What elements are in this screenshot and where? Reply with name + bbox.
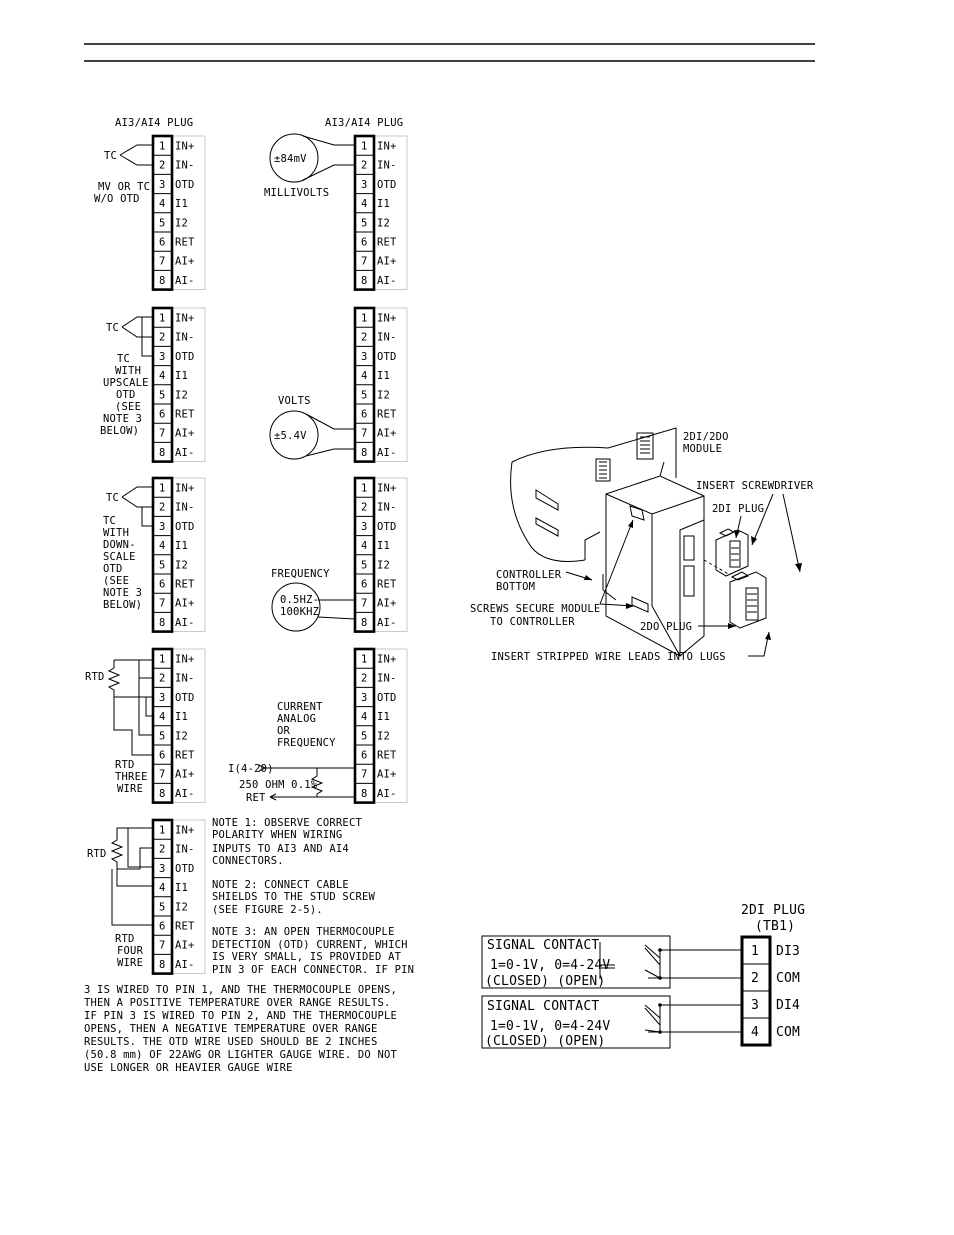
pin-label: OTD xyxy=(377,520,397,533)
pin-label: AI+ xyxy=(377,597,397,610)
pin-label: RET xyxy=(377,749,397,762)
pin-number: 1 xyxy=(159,824,166,837)
di-contact-switches xyxy=(645,948,660,1032)
panel-note-line: RTD xyxy=(115,759,135,771)
note-line: (50.8 mm) OF 22AWG OR LIGHTER GAUGE WIRE. DO NOT xyxy=(84,1049,398,1061)
pin-label: RET xyxy=(175,920,195,933)
pin-label: I2 xyxy=(175,901,189,914)
pin-number: 8 xyxy=(159,274,166,287)
pin-label: AI- xyxy=(175,787,195,800)
panel-note-line: OTD xyxy=(103,563,123,575)
panel-note-line: WIRE xyxy=(117,783,144,795)
note-line: IS VERY SMALL, IS PROVIDED AT xyxy=(212,951,402,963)
di-pin-label: COM xyxy=(776,971,801,986)
connector-1 xyxy=(153,136,205,290)
note-line: 3 IS WIRED TO PIN 1, AND THE THERMOCOUPLE OPENS, xyxy=(84,984,398,996)
pin-label: AI- xyxy=(175,958,195,971)
note-line: RESULTS. THE OTD WIRE USED SHOULD BE 2 INCHES xyxy=(84,1036,378,1048)
di-plug-title: 2DI PLUG xyxy=(741,903,806,918)
pin-number: 4 xyxy=(361,370,368,383)
pin-number: 5 xyxy=(361,730,368,743)
pin-label: AI+ xyxy=(175,939,195,952)
rtd-label: RTD xyxy=(85,671,105,683)
pin-number: 2 xyxy=(361,159,368,172)
pin-label: AI+ xyxy=(175,768,195,781)
pin-label: RET xyxy=(377,408,397,421)
pin-label: OTD xyxy=(175,862,195,875)
pin-number: 7 xyxy=(361,255,368,268)
pin-label: OTD xyxy=(175,178,195,191)
pin-number: 7 xyxy=(159,255,166,268)
signal-contact-values: 1=0-1V, 0=4-24V xyxy=(490,1019,611,1034)
di-pin-number: 2 xyxy=(751,971,760,986)
pin-number: 2 xyxy=(361,331,368,344)
pin-label: AI- xyxy=(175,274,195,287)
pin-number: 8 xyxy=(159,446,166,459)
pin-number: 7 xyxy=(159,768,166,781)
pin-label: IN- xyxy=(377,501,397,514)
pin-label: IN- xyxy=(175,331,195,344)
pin-label: IN+ xyxy=(377,140,397,153)
pin-label: IN- xyxy=(377,331,397,344)
pin-label: I2 xyxy=(175,730,189,743)
pin-label: I2 xyxy=(377,389,391,402)
signal-contact-values: 1=0-1V, 0=4-24V xyxy=(490,958,611,973)
pin-number: 2 xyxy=(159,672,166,685)
pin-number: 6 xyxy=(159,408,166,421)
pin-number: 7 xyxy=(361,427,368,440)
pin-label: I2 xyxy=(377,559,391,572)
note-line: NOTE 3: AN OPEN THERMOCOUPLE xyxy=(212,926,395,938)
pin-label: I1 xyxy=(377,540,391,553)
pin-number: 2 xyxy=(361,501,368,514)
pin-number: 1 xyxy=(159,482,166,495)
panel-note-line: NOTE 3 xyxy=(103,587,143,599)
controller-bottom-label: CONTROLLER xyxy=(496,569,562,581)
note-line: DETECTION (OTD) CURRENT, WHICH xyxy=(212,939,408,951)
di-pin-number: 1 xyxy=(751,944,760,959)
di-pin-label: DI4 xyxy=(776,998,801,1013)
note-line: IF PIN 3 IS WIRED TO PIN 2, AND THE THERMOCOUPLE xyxy=(84,1010,398,1022)
return-label: RET xyxy=(246,792,266,804)
note-line: THEN A POSITIVE TEMPERATURE OVER RANGE RESULTS. xyxy=(84,997,391,1009)
pin-label: IN+ xyxy=(175,653,195,666)
pin-number: 5 xyxy=(159,730,166,743)
pin-number: 3 xyxy=(159,350,166,363)
pin-number: 7 xyxy=(361,768,368,781)
pin-number: 3 xyxy=(361,691,368,704)
source-label: ±84mV xyxy=(274,153,307,165)
source-caption: VOLTS xyxy=(278,395,311,407)
pin-label: AI+ xyxy=(175,255,195,268)
pin-number: 3 xyxy=(361,350,368,363)
pin-label: IN+ xyxy=(377,312,397,325)
source-caption: OR xyxy=(277,725,291,737)
plug-title-right: AI3/AI4 PLUG xyxy=(325,117,404,129)
pin-number: 4 xyxy=(361,198,368,211)
resistor-label: 250 OHM 0.1% xyxy=(239,779,318,791)
tc-label: TC xyxy=(104,150,118,162)
source-caption: MILLIVOLTS xyxy=(264,187,330,199)
signal-contact-title: SIGNAL CONTACT xyxy=(487,938,600,953)
panel-note-line: THREE xyxy=(115,771,148,783)
pin-number: 1 xyxy=(159,312,166,325)
pin-number: 4 xyxy=(159,540,166,553)
rtd-label: RTD xyxy=(87,848,107,860)
pin-number: 4 xyxy=(159,882,166,895)
di-plug-subtitle: (TB1) xyxy=(755,919,796,934)
pin-number: 7 xyxy=(159,597,166,610)
pin-label: I1 xyxy=(175,711,189,724)
panel-note-line: SCALE xyxy=(103,551,136,563)
pin-label: AI- xyxy=(377,446,397,459)
pin-label: IN+ xyxy=(377,653,397,666)
pin-number: 3 xyxy=(159,520,166,533)
pin-label: I1 xyxy=(377,198,391,211)
connector-6 xyxy=(355,136,407,290)
pin-label: I1 xyxy=(175,370,189,383)
pin-number: 3 xyxy=(159,691,166,704)
panel-note-line: FOUR xyxy=(117,945,144,957)
pin-label: IN+ xyxy=(377,482,397,495)
pin-label: RET xyxy=(175,749,195,762)
pin-label: RET xyxy=(377,236,397,249)
left-panel-3-wiring xyxy=(122,487,153,526)
pin-label: I2 xyxy=(377,730,391,743)
pin-label: I1 xyxy=(175,198,189,211)
note-line: OPENS, THEN A NEGATIVE TEMPERATURE OVER RANGE xyxy=(84,1023,378,1035)
pin-label: OTD xyxy=(175,350,195,363)
pin-label: I1 xyxy=(175,540,189,553)
pin-number: 7 xyxy=(361,597,368,610)
pin-number: 5 xyxy=(159,217,166,230)
source-label: 100KHZ xyxy=(280,606,320,618)
pin-label: IN+ xyxy=(175,312,195,325)
note-line: INPUTS TO AI3 AND AI4 xyxy=(212,843,349,855)
panel-note-line: NOTE 3 xyxy=(103,413,143,425)
pin-number: 1 xyxy=(361,312,368,325)
note-line: SHIELDS TO THE STUD SCREW xyxy=(212,891,376,903)
pin-number: 8 xyxy=(361,616,368,629)
do-plug-label: 2DO PLUG xyxy=(640,621,693,633)
pin-number: 6 xyxy=(361,408,368,421)
pin-label: AI+ xyxy=(377,255,397,268)
note-line: POLARITY WHEN WIRING xyxy=(212,829,343,841)
panel-note-line: (SEE xyxy=(103,575,130,587)
pin-number: 1 xyxy=(361,140,368,153)
left-panel-2-wiring xyxy=(122,317,153,356)
panel-note-line: TC xyxy=(103,515,117,527)
connector-4 xyxy=(153,649,205,803)
module-label: 2DI/2DO xyxy=(683,431,729,443)
connector-8 xyxy=(355,478,407,632)
pin-number: 4 xyxy=(159,198,166,211)
pin-number: 5 xyxy=(361,217,368,230)
pin-label: I1 xyxy=(175,882,189,895)
pin-label: OTD xyxy=(377,691,397,704)
di-plug-label: 2DI PLUG xyxy=(712,503,765,515)
pin-label: AI+ xyxy=(377,768,397,781)
tc-label: TC xyxy=(106,492,120,504)
pin-number: 4 xyxy=(361,540,368,553)
pin-number: 2 xyxy=(159,159,166,172)
pin-number: 3 xyxy=(159,178,166,191)
source-caption: CURRENT xyxy=(277,701,323,713)
pin-number: 8 xyxy=(159,616,166,629)
pin-label: IN- xyxy=(175,843,195,856)
pin-number: 6 xyxy=(159,749,166,762)
pin-label: IN+ xyxy=(175,824,195,837)
pin-label: OTD xyxy=(175,520,195,533)
plug-title-left: AI3/AI4 PLUG xyxy=(115,117,194,129)
pin-label: RET xyxy=(377,578,397,591)
pin-label: I2 xyxy=(175,559,189,572)
pin-number: 6 xyxy=(361,578,368,591)
pin-label: IN+ xyxy=(175,482,195,495)
panel-note-line: WIRE xyxy=(117,957,144,969)
di-pin-number: 4 xyxy=(751,1025,760,1040)
pin-number: 6 xyxy=(159,236,166,249)
pin-label: I2 xyxy=(175,389,189,402)
source-label: ±5.4V xyxy=(274,430,307,442)
pin-label: I1 xyxy=(377,370,391,383)
panel-note-line: UPSCALE xyxy=(103,377,149,389)
pin-number: 5 xyxy=(159,901,166,914)
pin-number: 8 xyxy=(361,446,368,459)
left-panel-4-wiring xyxy=(109,660,153,755)
note-line: NOTE 1: OBSERVE CORRECT xyxy=(212,817,362,829)
pin-number: 3 xyxy=(361,520,368,533)
di-pin-label: COM xyxy=(776,1025,801,1040)
pin-label: I1 xyxy=(377,711,391,724)
panel-note-line: DOWN- xyxy=(103,539,136,551)
panel-note-line: W/O OTD xyxy=(94,193,140,205)
source-caption: FREQUENCY xyxy=(271,568,330,580)
pin-number: 8 xyxy=(159,958,166,971)
connector-5 xyxy=(153,820,205,974)
pin-label: OTD xyxy=(377,350,397,363)
note-line: CONNECTORS. xyxy=(212,855,284,867)
pin-number: 6 xyxy=(361,749,368,762)
pin-number: 1 xyxy=(361,653,368,666)
source-label: 0.5HZ- xyxy=(280,594,320,606)
connector-2 xyxy=(153,308,205,462)
pin-number: 6 xyxy=(361,236,368,249)
pin-number: 4 xyxy=(361,711,368,724)
pin-number: 7 xyxy=(159,939,166,952)
panel-note-line: BELOW) xyxy=(103,599,143,611)
pin-label: AI+ xyxy=(377,427,397,440)
pin-label: RET xyxy=(175,408,195,421)
panel-note-line: (SEE xyxy=(115,401,142,413)
connector-9 xyxy=(355,649,407,803)
pin-label: AI- xyxy=(377,787,397,800)
signal-contact-states: (CLOSED) (OPEN) xyxy=(485,974,606,989)
tc-label: TC xyxy=(106,322,120,334)
pin-number: 3 xyxy=(361,178,368,191)
pin-label: IN+ xyxy=(175,140,195,153)
pin-number: 1 xyxy=(361,482,368,495)
pin-number: 4 xyxy=(159,711,166,724)
pin-number: 6 xyxy=(159,578,166,591)
pin-label: IN- xyxy=(175,159,195,172)
pin-number: 3 xyxy=(159,862,166,875)
pin-number: 2 xyxy=(159,843,166,856)
pin-label: I2 xyxy=(175,217,189,230)
insert-wire-label: INSERT STRIPPED WIRE LEADS INTO LUGS xyxy=(491,651,726,663)
pin-number: 2 xyxy=(159,501,166,514)
panel-note-line: WITH xyxy=(115,365,142,377)
pin-label: AI- xyxy=(175,616,195,629)
panel-note-line: WITH xyxy=(103,527,130,539)
pin-label: RET xyxy=(175,236,195,249)
note-line: (SEE FIGURE 2-5). xyxy=(212,904,323,916)
pin-label: OTD xyxy=(377,178,397,191)
left-panel-1-wiring xyxy=(120,145,153,165)
pin-number: 6 xyxy=(159,920,166,933)
pin-number: 4 xyxy=(159,370,166,383)
pin-label: AI- xyxy=(175,446,195,459)
pin-number: 1 xyxy=(159,653,166,666)
panel-note-line: MV OR TC xyxy=(98,181,151,193)
insert-screwdriver-label: INSERT SCREWDRIVER xyxy=(696,480,814,492)
panel-note-line: RTD xyxy=(115,933,135,945)
pin-number: 8 xyxy=(159,787,166,800)
pin-label: IN- xyxy=(377,159,397,172)
pin-label: AI- xyxy=(377,274,397,287)
screws-label: TO CONTROLLER xyxy=(490,616,575,628)
panel-note-line: BELOW) xyxy=(100,425,140,437)
signal-contact-states: (CLOSED) (OPEN) xyxy=(485,1034,606,1049)
pin-number: 8 xyxy=(361,787,368,800)
note-line: NOTE 2: CONNECT CABLE xyxy=(212,879,349,891)
pin-number: 8 xyxy=(361,274,368,287)
pin-label: RET xyxy=(175,578,195,591)
pin-label: AI- xyxy=(377,616,397,629)
source-caption: ANALOG xyxy=(277,713,317,725)
controller-bottom-label: BOTTOM xyxy=(496,581,536,593)
current-input-label: I(4-20) xyxy=(228,763,274,775)
panel-note-line: TC xyxy=(117,353,131,365)
di-pin-label: DI3 xyxy=(776,944,801,959)
pin-number: 2 xyxy=(159,331,166,344)
pin-label: IN- xyxy=(175,501,195,514)
note-line: USE LONGER OR HEAVIER GAUGE WIRE xyxy=(84,1062,293,1074)
screws-label: SCREWS SECURE MODULE xyxy=(470,603,601,615)
pin-label: IN- xyxy=(377,672,397,685)
left-panel-5-wiring xyxy=(112,828,153,925)
pin-label: I2 xyxy=(377,217,391,230)
pin-number: 5 xyxy=(361,389,368,402)
pin-number: 1 xyxy=(159,140,166,153)
note-line: PIN 3 OF EACH CONNECTOR. IF PIN xyxy=(212,964,415,976)
connector-3 xyxy=(153,478,205,632)
pin-label: AI+ xyxy=(175,597,195,610)
source-caption: FREQUENCY xyxy=(277,737,336,749)
signal-contact-title: SIGNAL CONTACT xyxy=(487,999,600,1014)
pin-number: 5 xyxy=(159,559,166,572)
connector-7 xyxy=(355,308,407,462)
pin-number: 7 xyxy=(159,427,166,440)
pin-label: IN- xyxy=(175,672,195,685)
di-pin-number: 3 xyxy=(751,998,760,1013)
pin-number: 5 xyxy=(361,559,368,572)
pin-number: 2 xyxy=(361,672,368,685)
pin-label: AI+ xyxy=(175,427,195,440)
pin-label: OTD xyxy=(175,691,195,704)
panel-note-line: OTD xyxy=(116,389,136,401)
pin-number: 5 xyxy=(159,389,166,402)
module-label: MODULE xyxy=(683,443,723,455)
